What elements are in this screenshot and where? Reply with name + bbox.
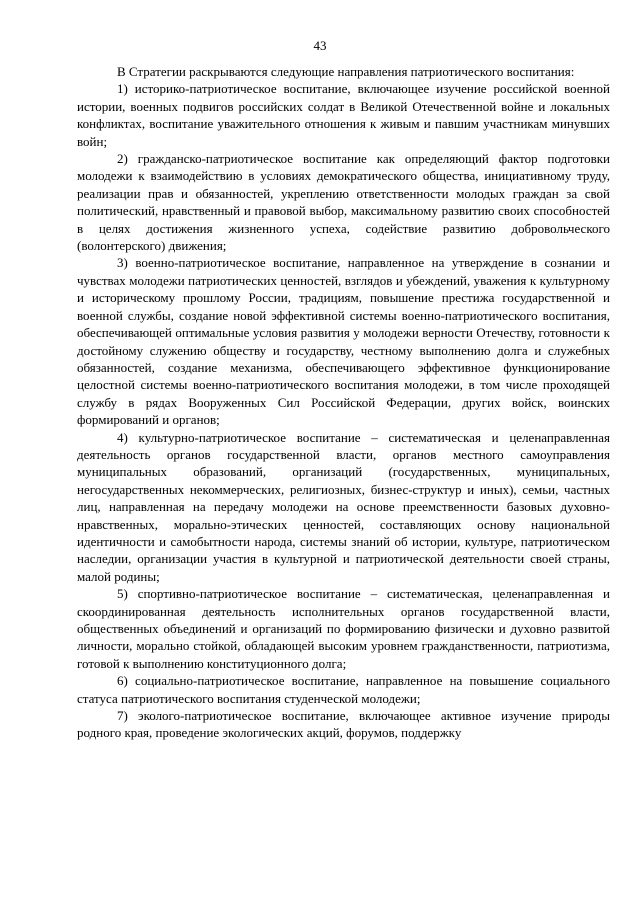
document-text [77,63,610,742]
paragraph-item-1: 1) историко-патриотическое воспитание, включающее изучение российской военной истории, военных подвигов российских солдат в Великой Отечественной войне и локальных конфликтах, воспитание уважительного отношения к живым и павшим участникам минувших войн; [77,81,610,149]
paragraph-item-4: 4) культурно-патриотическое воспитание – систематическая и целенаправленная деятельность органов государственной власти, органов местного самоуправления муниципальных образований, организаций (государственных, муниципальных, негосударственных некоммерческих, религиозных, бизнес-структур и иных), семьи, частных лиц, направленная на передачу молодежи на основе преемственности базовых духовно-нравственных, морально-этических ценностей, составляющих основу национальной идентичности и самобытности народа, системы знаний об истории, культуре, патриотическом наследии, организации участия в культурной и патриотической деятельности своей страны, малой родины; [77,429,610,584]
page-number: 43 [313,38,327,53]
paragraph-item-3: 3) военно-патриотическое воспитание, направленное на утверждение в сознании и чувствах молодежи патриотических ценностей, взглядов и убеждений, уважения к культурному и историческому прошлому России, традициям, повышение престижа государственной и военной службы, создание новой эффективной системы военно-патриотического воспитания, обеспечивающей оптимальные условия развития у молодежи верности Отечеству, готовности к достойному служению обществу и государству, честному выполнению долга и служебных обязанностей, создание механизма, обеспечивающего эффективное функционирование целостной системы военно-патриотического воспитания молодежи, в том числе проходящей службу в рядах Вооруженных Сил Российской Федерации, других войск, воинских формирований и органов; [77,255,610,428]
paragraph-item-6: 6) социально-патриотическое воспитание, направленное на повышение социального статуса патриотического воспитания студенческой молодежи; [77,673,610,706]
paragraph-item-7: 7) эколого-патриотическое воспитание, включающее активное изучение природы родного края, проведение экологических акций, форумов, поддержку [77,708,610,741]
paragraph-item-5: 5) спортивно-патриотическое воспитание – систематическая, целенаправленная и скоординированная деятельность исполнительных органов государственной власти, общественных объединений и организаций по формированию физически и духовно развитой личности, морально стойкой, обладающей высоким уровнем гражданственности, патриотизма, готовой к выполнению конституционного долга; [77,586,610,671]
paragraph-item-2: 2) гражданско-патриотическое воспитание как определяющий фактор подготовки молодежи к взаимодействию в условиях демократического общества, инициативному труду, реализации прав и обязанностей, укреплению ответственности молодых граждан за свой политический, нравственный и правовой выбор, максимальному развитию своих способностей в целях достижения жизненного успеха, содействие развитию добровольческого (волонтерского) движения; [77,151,610,254]
paragraph-intro: В Стратегии раскрываются следующие направления патриотического воспитания: [117,64,575,79]
